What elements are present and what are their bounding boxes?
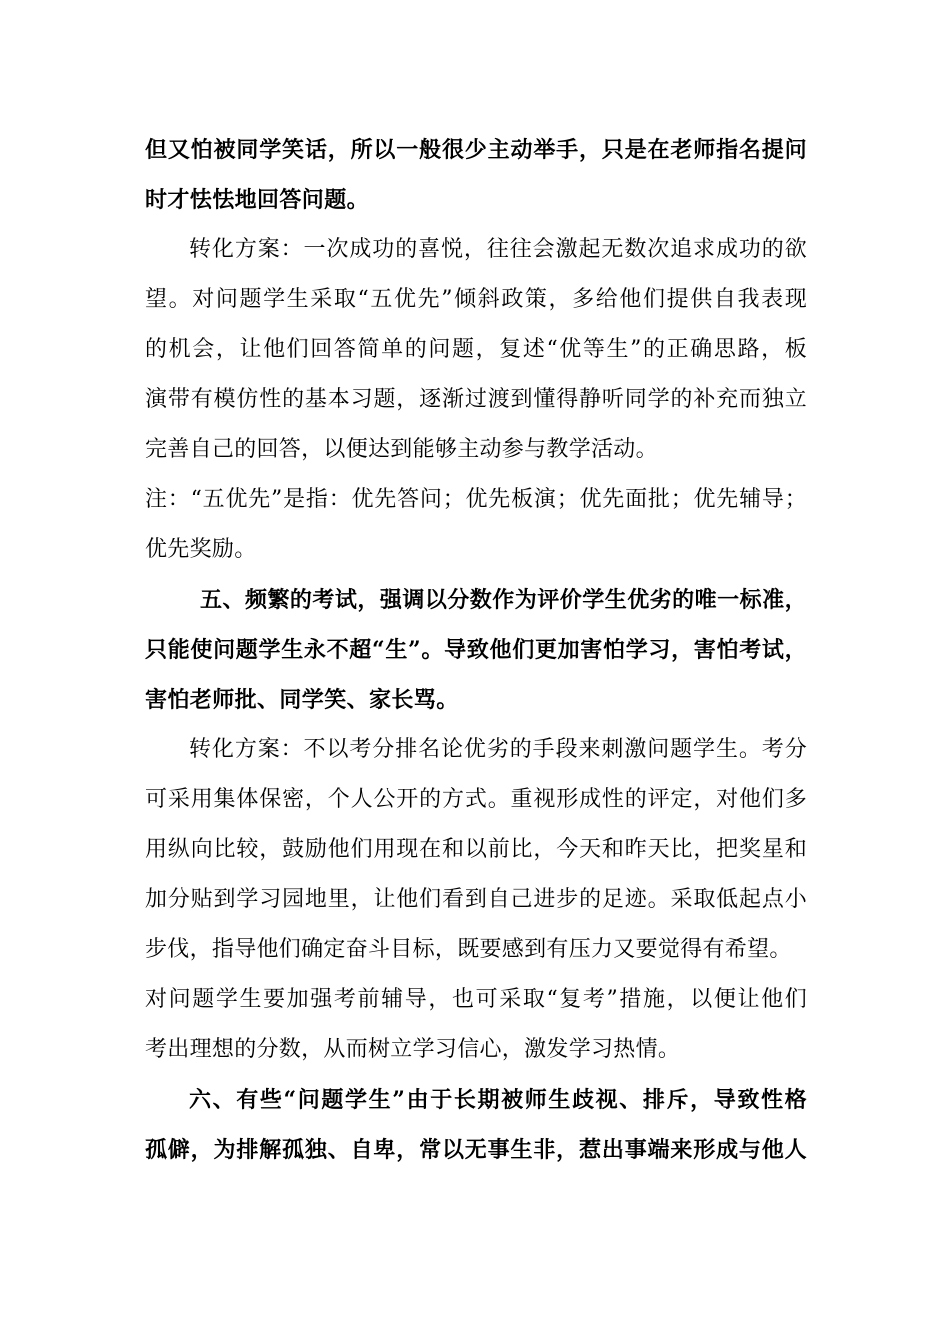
note-line: 优先奖励。 [145,537,257,562]
paragraph-line: 的机会，让他们回答简单的问题，复述“优等生”的正确思路，板 [145,337,807,362]
paragraph-line: 考出理想的分数，从而树立学习信心，激发学习热情。 [145,1037,681,1062]
paragraph-line: 但又怕被同学笑话，所以一般很少主动举手，只是在老师指名提问 [145,137,807,163]
paragraph-line: 完善自己的回答，以便达到能够主动参与教学活动。 [145,437,658,462]
section-heading-line: 孤僻，为排解孤独、自卑，常以无事生非，惹出事端来形成与他人 [145,1137,807,1163]
section-heading-line: 只能使问题学生永不超“生”。导致他们更加害怕学习，害怕考试， [145,637,807,663]
paragraph-line: 可采用集体保密，个人公开的方式。重视形成性的评定，对他们多 [145,787,807,812]
paragraph-line: 时才怯怯地回答问题。 [145,187,370,213]
paragraph-line: 步伐，指导他们确定奋斗目标，既要感到有压力又要觉得有希望。 [145,937,792,962]
section-heading-line: 五、频繁的考试，强调以分数作为评价学生优劣的唯一标准， [200,587,807,613]
section-heading-line: 害怕老师批、同学笑、家长骂。 [145,687,459,713]
note-line: 注：“五优先”是指：优先答问；优先板演；优先面批；优先辅导； [145,487,807,512]
paragraph-line: 加分贴到学习园地里，让他们看到自己进步的足迹。采取低起点小 [145,887,807,912]
section-heading-line: 六、有些“问题学生”由于长期被师生歧视、排斥，导致性格 [189,1087,807,1113]
paragraph-line: 望。对问题学生采取“五优先”倾斜政策，多给他们提供自我表现 [145,287,807,312]
paragraph-line: 转化方案：一次成功的喜悦，往往会激起无数次追求成功的欲 [189,237,807,262]
paragraph-line: 转化方案：不以考分排名论优劣的手段来刺激问题学生。考分 [189,737,807,762]
paragraph-line: 用纵向比较，鼓励他们用现在和以前比，今天和昨天比，把奖星和 [145,837,807,862]
paragraph-line: 对问题学生要加强考前辅导，也可采取“复考”措施，以便让他们 [145,987,807,1012]
paragraph-line: 演带有模仿性的基本习题，逐渐过渡到懂得静听同学的补充而独立 [145,387,807,412]
